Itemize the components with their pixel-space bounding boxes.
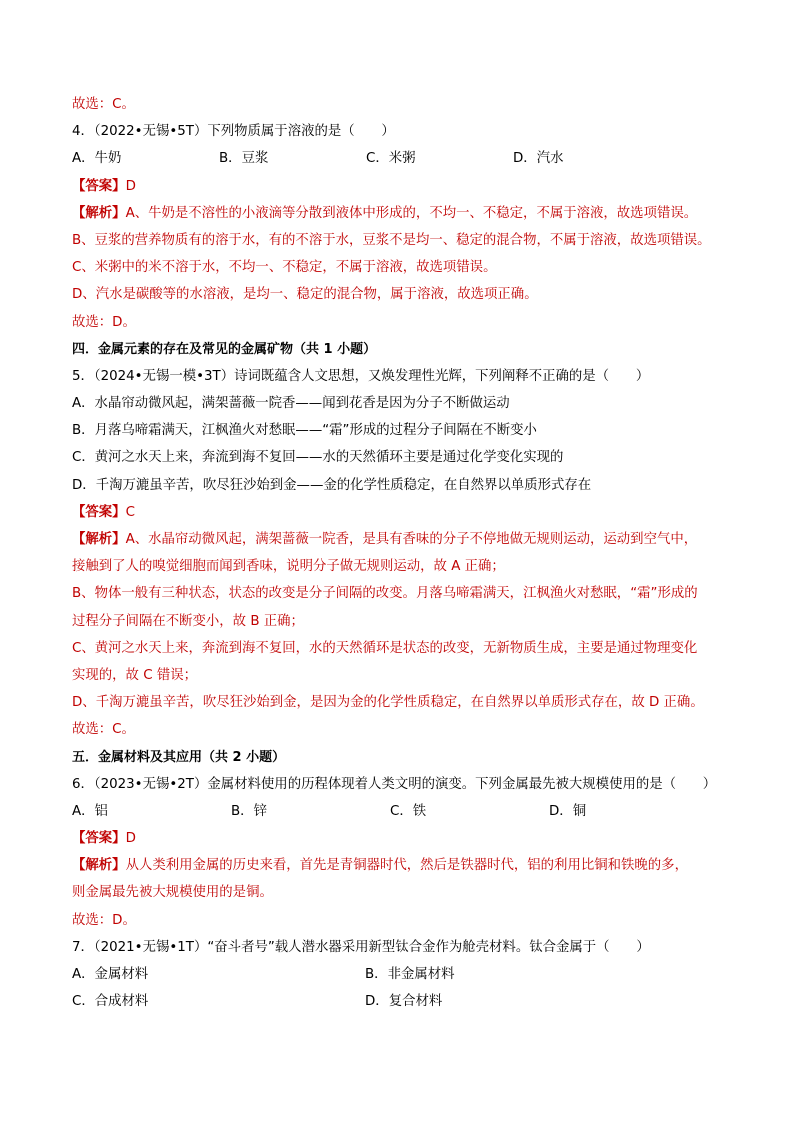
option-item: B．豆浆 — [219, 151, 269, 167]
answer-text-line: 故选：C。 — [72, 722, 135, 738]
answer-text-line: B、物体一般有三种状态，状态的改变是分子间隔的改变。月落乌啼霜满天，江枫渔火对愁眠，“霜”形成的 — [72, 586, 698, 602]
option-row — [72, 798, 732, 825]
answer-tag-line — [72, 499, 732, 526]
question-text-line: B．月落乌啼霜满天，江枫渔火对愁眠——“霜”形成的过程分子间隔在不断变小 — [72, 423, 537, 439]
answer-tag-label: 【答案】 — [72, 831, 126, 847]
answer-text-line: 故选：C。 — [72, 97, 135, 112]
option-item: C．铁 — [390, 803, 427, 819]
answer-tag-label: 【解析】 — [72, 858, 126, 874]
option-row — [72, 961, 732, 988]
answer-tag-text: C — [125, 504, 135, 520]
option-item: C．米粥 — [366, 151, 416, 167]
question-text-line: 5．（2024•无锡一模•3T）诗词既蕴含人文思想，又焕发理性光辉，下列阐释不正确的是（ ） — [72, 368, 650, 384]
answer-tag-label: 【答案】 — [72, 504, 126, 520]
option-item: A．牛奶 — [72, 151, 122, 167]
answer-tag-line — [72, 526, 732, 553]
answer-text-line: C、黄河之水天上来，奔流到海不复回，水的天然循环是状态的改变，无新物质生成，主要是通过物理变化 — [72, 640, 698, 656]
question-text-line: 6．（2023•无锡•2T）金属材料使用的历程体现着人类文明的演变。下列金属最先被大规模使用的是（ ） — [72, 776, 717, 792]
answer-text-line: 故选：D。 — [72, 314, 136, 330]
answer-tag-line — [72, 852, 732, 879]
option-row — [72, 988, 732, 1015]
answer-text-line: 故选：D。 — [72, 912, 136, 928]
answer-tag-text: A、牛奶是不溶性的小液滴等分散到液体中形成的，不均一、不稳定，不属于溶液，故选项错误。 — [125, 205, 698, 221]
answer-tag-text: 从人类利用金属的历史来看，首先是青铜器时代，然后是铁器时代，铝的利用比铜和铁晚的多， — [125, 858, 688, 874]
option-item: D．复合材料 — [365, 994, 443, 1010]
answer-tag-label: 【解析】 — [72, 532, 126, 547]
section-heading: 五．金属材料及其应用（共 2 小题） — [72, 749, 286, 765]
question-text-line: D．千淘万漉虽辛苦，吹尽狂沙始到金——金的化学性质稳定，在自然界以单质形式存在 — [72, 477, 592, 493]
answer-tag-label: 【答案】 — [72, 178, 126, 194]
option-item: D．汽水 — [513, 151, 564, 167]
option-item: B．非金属材料 — [365, 967, 455, 982]
option-item: A．铝 — [72, 803, 108, 819]
answer-tag-text: A、水晶帘动微风起，满架蔷薇一院香，是具有香味的分子不停地做无规则运动，运动到空气中， — [125, 532, 698, 547]
answer-text-line: 过程分子间隔在不断变小，故 B 正确； — [72, 613, 304, 629]
section-heading: 四．金属元素的存在及常见的金属矿物（共 1 小题） — [72, 341, 377, 357]
answer-text-line: B、豆浆的营养物质有的溶于水，有的不溶于水，豆浆不是均一、稳定的混合物，不属于溶液，故选项错误。 — [72, 232, 711, 248]
answer-text-line: C、米粥中的米不溶于水，不均一、不稳定，不属于溶液，故选项错误。 — [72, 260, 497, 276]
answer-text-line: 接触到了人的嗅觉细胞而闻到香味，说明分子做无规则运动，故 A 正确； — [72, 559, 505, 575]
answer-tag-label: 【解析】 — [72, 205, 126, 221]
question-text-line: 4．（2022•无锡•5T）下列物质属于溶液的是（ ） — [72, 124, 395, 140]
answer-text-line: 则金属最先被大规模使用的是铜。 — [72, 885, 273, 901]
answer-text-line: D、汽水是碳酸等的水溶液，是均一、稳定的混合物，属于溶液，故选项正确。 — [72, 287, 538, 303]
answer-text-line: 实现的，故 C 错误； — [72, 667, 197, 683]
option-item: B．锌 — [231, 803, 267, 819]
answer-tag-line — [72, 825, 732, 852]
option-item: A．金属材料 — [72, 967, 149, 982]
answer-tag-text: D — [125, 831, 136, 847]
option-item: C．合成材料 — [72, 994, 149, 1010]
answer-tag-line — [72, 173, 732, 200]
question-text-line: A．水晶帘动微风起，满架蔷薇一院香——闻到花香是因为分子不断做运动 — [72, 396, 510, 412]
document-page — [72, 91, 732, 1015]
option-row — [72, 145, 732, 172]
question-text-line: C．黄河之水天上来，奔流到海不复回——水的天然循环主要是通过化学变化实现的 — [72, 450, 564, 466]
answer-text-line: D、千淘万漉虽辛苦，吹尽狂沙始到金，是因为金的化学性质稳定，在自然界以单质形式存在，故 D 正确。 — [72, 695, 704, 711]
option-item: D．铜 — [549, 803, 587, 819]
question-text-line: 7．（2021•无锡•1T）“奋斗者号”载人潜水器采用新型钛合金作为舱壳材料。钛合金属于（ ） — [72, 939, 650, 955]
answer-tag-text: D — [125, 178, 136, 194]
answer-tag-line — [72, 200, 732, 227]
